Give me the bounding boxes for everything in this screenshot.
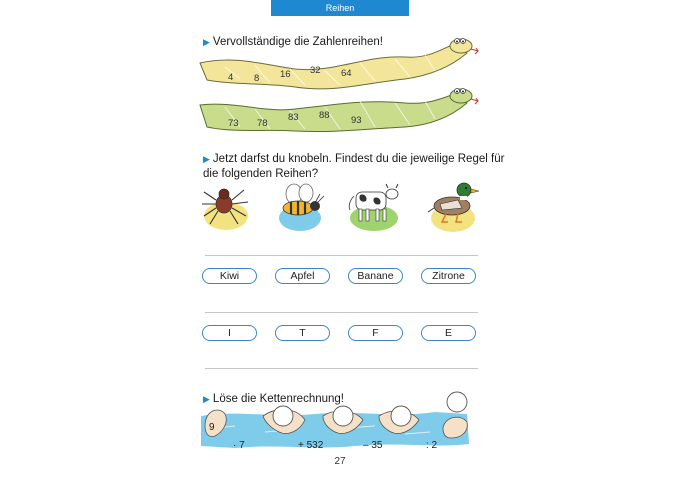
chain-operation: + 532 bbox=[298, 440, 324, 451]
number-snakes bbox=[195, 35, 485, 135]
chain-operation: · 7 bbox=[233, 440, 245, 451]
sequence-item: Apfel bbox=[275, 268, 330, 284]
answer-circle[interactable] bbox=[333, 406, 353, 426]
task3-instruction: ▶ Löse die Kettenrechnung! bbox=[203, 393, 344, 405]
section-title: Reihen bbox=[325, 3, 355, 13]
chain-calculation bbox=[195, 388, 485, 456]
answer-line bbox=[205, 255, 478, 256]
answer-line bbox=[205, 368, 478, 369]
sequence-item: I bbox=[202, 325, 257, 341]
answer-circle[interactable] bbox=[391, 406, 411, 426]
snake-yellow bbox=[200, 39, 478, 89]
section-header bbox=[271, 0, 409, 16]
sequence-item: Kiwi bbox=[202, 268, 257, 284]
answer-line bbox=[205, 312, 478, 313]
snake1-number: 16 bbox=[280, 69, 291, 80]
snake2-number: 73 bbox=[228, 118, 239, 129]
snake1-number: 32 bbox=[310, 65, 321, 76]
sequence-item: E bbox=[421, 325, 476, 341]
sequence-item: T bbox=[275, 325, 330, 341]
sequence-item: Zitrone bbox=[421, 268, 476, 284]
snake2-number: 83 bbox=[288, 112, 299, 123]
snake1-number: 4 bbox=[228, 72, 234, 83]
bee-icon bbox=[279, 184, 324, 231]
animal-pictures bbox=[196, 178, 486, 234]
task1-instruction: ▶ Vervollständige die Zahlenreihen! bbox=[203, 36, 383, 48]
chain-start-number: 9 bbox=[209, 422, 215, 433]
spider-icon bbox=[202, 189, 248, 230]
triangle-bullet-icon: ▶ bbox=[203, 394, 210, 404]
sequence-item: Banane bbox=[348, 268, 403, 284]
duck-icon bbox=[428, 183, 479, 232]
cow-icon bbox=[349, 184, 398, 231]
triangle-bullet-icon: ▶ bbox=[203, 37, 210, 47]
snake2-number: 78 bbox=[257, 118, 268, 129]
snake-green bbox=[200, 89, 478, 132]
answer-circle[interactable] bbox=[447, 392, 467, 412]
snake1-number: 8 bbox=[254, 73, 260, 84]
chain-operation: : 2 bbox=[426, 440, 438, 451]
snake1-number: 64 bbox=[341, 68, 352, 79]
chain-operation: – 35 bbox=[363, 440, 383, 451]
answer-circle[interactable] bbox=[273, 406, 293, 426]
triangle-bullet-icon: ▶ bbox=[203, 154, 210, 164]
sequence-item: F bbox=[348, 325, 403, 341]
task2-instruction: ▶ Jetzt darfst du knobeln. Findest du die jeweilige Regel für die folgenden Reihen? bbox=[203, 153, 505, 180]
snake2-number: 88 bbox=[319, 110, 330, 121]
snake2-number: 93 bbox=[351, 115, 362, 126]
page-number: 27 bbox=[334, 456, 346, 467]
